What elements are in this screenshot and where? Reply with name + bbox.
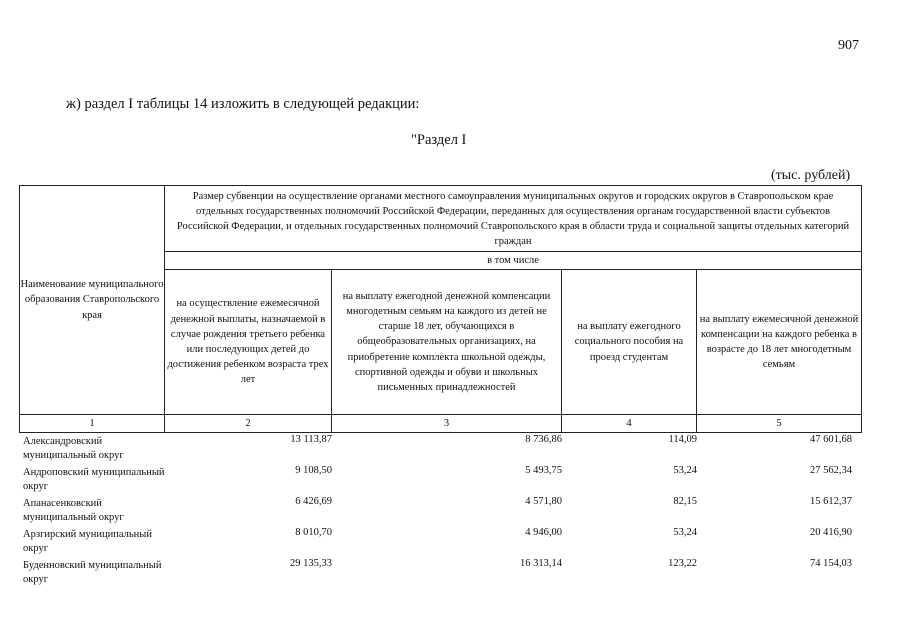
- table-header: [19, 185, 862, 433]
- cell-c5: 15 612,37: [810, 496, 852, 507]
- cell-c3: 4 946,00: [525, 527, 562, 538]
- cell-c4: 123,22: [668, 558, 697, 569]
- cell-c3: 5 493,75: [525, 465, 562, 476]
- col-number-1: 1: [89, 417, 95, 429]
- cell-c3: 8 736,86: [525, 434, 562, 445]
- rule-col2: [331, 269, 332, 433]
- instruction-text: ж) раздел I таблицы 14 изложить в следующей редакции:: [66, 96, 420, 112]
- cell-c2: 8 010,70: [295, 527, 332, 538]
- col-number-5: 5: [776, 417, 782, 429]
- section-title: "Раздел I: [411, 132, 467, 148]
- cell-c4: 53,24: [673, 465, 697, 476]
- row-name: Александровский муниципальный округ: [23, 436, 124, 462]
- cell-c5: 27 562,34: [810, 465, 852, 476]
- header-col5: на выплату ежемесячной денежной компенсации на каждого ребенка в возрасте до 18 лет многодетным семьям: [699, 313, 859, 371]
- row-name: Апанасенковский муниципальный округ: [23, 498, 124, 524]
- table-row: [20, 496, 862, 527]
- cell-c2: 13 113,87: [290, 434, 332, 445]
- header-col2: на осуществление ежемесячной денежной выплаты, назначаемой в случае рождения третьего ребенка или последующих детей до достижения ребенком возраста трех лет: [167, 298, 329, 386]
- units-label: (тыс. рублей): [771, 168, 851, 183]
- col-number-2: 2: [245, 417, 251, 429]
- table-row: [20, 558, 862, 589]
- cell-c4: 53,24: [673, 527, 697, 538]
- table-row: [20, 465, 862, 496]
- header-col4: на выплату ежегодного социального пособия на проезд студентам: [574, 321, 684, 363]
- rule-right: [861, 185, 862, 433]
- cell-c5: 20 416,90: [810, 527, 852, 538]
- header-group: Размер субвенции на осуществление органами местного самоуправления муниципальных округов и городских округов в Ставропольском крае отдельных государственных полномочий Российской Федерации, переданных для осуществления органам государственной власти субъектов Российской Федерации, и отдельных государственных полномочий Ставропольского края в области труда и социальной защиты отдельных категорий граждан: [176, 190, 850, 248]
- page-number: 907: [838, 38, 859, 53]
- header-incl: в том числе: [487, 254, 539, 266]
- rule-numbers-bottom: [19, 432, 862, 433]
- row-name: Андроповский муниципальный округ: [23, 467, 165, 493]
- cell-c5: 74 154,03: [810, 558, 852, 569]
- table-row: [20, 434, 862, 465]
- rule-incl-bottom: [164, 269, 862, 270]
- row-name: Арзгирский муниципальный округ: [23, 529, 152, 555]
- cell-c2: 9 108,50: [295, 465, 332, 476]
- cell-c3: 4 571,80: [525, 496, 562, 507]
- row-name: Буденновский муниципальный округ: [23, 560, 162, 586]
- header-col3: на выплату ежегодной денежной компенсации многодетным семьям на каждого из детей не старше 18 лет, обучающихся в общеобразовательных организациях, на приобретение комплекта школьной одежды, спортивной одежды и обуви и школьных письменных принадлежностей: [342, 290, 551, 394]
- cell-c4: 114,09: [668, 434, 697, 445]
- table-row: [20, 527, 862, 558]
- rule-col3: [561, 269, 562, 433]
- rule-col1: [164, 185, 165, 433]
- rule-col4: [696, 269, 697, 433]
- col-number-3: 3: [443, 417, 450, 429]
- col-number-4: 4: [626, 417, 632, 429]
- cell-c3: 16 313,14: [520, 558, 562, 569]
- cell-c4: 82,15: [673, 496, 697, 507]
- cell-c5: 47 601,68: [810, 434, 852, 445]
- header-col1: Наименование муниципального образования Ставропольского края: [20, 279, 164, 321]
- cell-c2: 6 426,69: [295, 496, 332, 507]
- cell-c2: 29 135,33: [290, 558, 332, 569]
